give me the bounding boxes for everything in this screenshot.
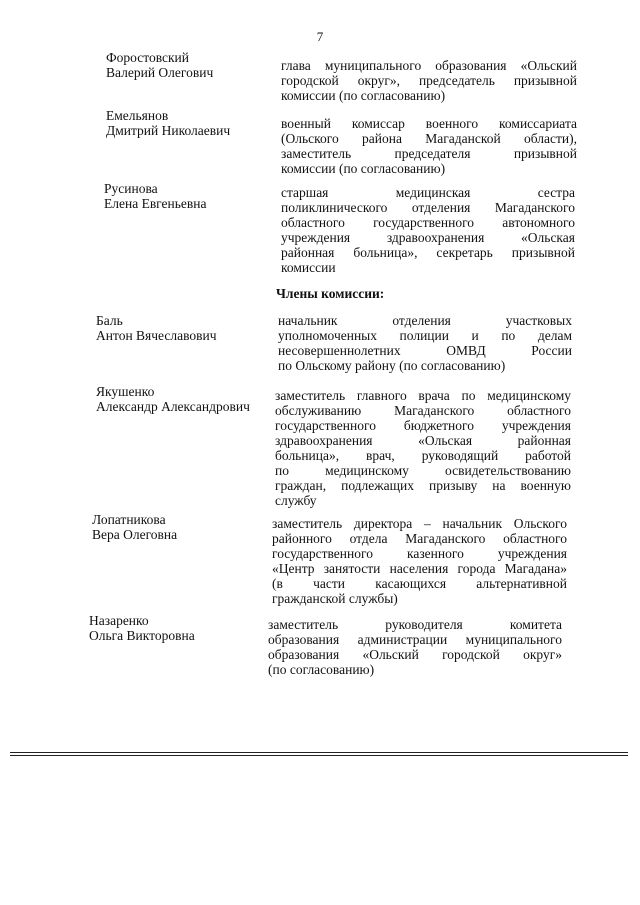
person-role: заместитель главного врача по медицинскому обслуживанию Магаданского областного государственного бюджетного учреждения здравоохранения «Ольская районная больница», врач, руководящий работой по медицинскому освидетельствованию граждан, подлежащих призыву на военную службу [275, 388, 571, 508]
person-role: заместитель директора – начальник Ольского районного отдела Магаданского областного государственного казенного учреждения «Центр занятости населения города Магадана» (в части касающихся альтернативной гражданской службы) [272, 516, 567, 606]
person-name: Назаренко Ольга Викторовна [89, 613, 195, 643]
person-name: Баль Антон Вячеславович [96, 313, 217, 343]
members-heading: Члены комиссии: [276, 286, 385, 301]
person-name: Форостовский Валерий Олегович [106, 50, 214, 80]
page-number: 7 [316, 29, 324, 44]
person-name: Лопатникова Вера Олеговна [92, 512, 178, 542]
person-role: глава муниципального образования «Ольский городской округ», председатель призывной комиссии (по согласованию) [281, 58, 577, 103]
person-role: начальник отделения участковых уполномоченных полиции и по делам несовершеннолетних ОМВД России по Ольскому району (по согласованию) [278, 313, 572, 373]
person-name: Емельянов Дмитрий Николаевич [106, 108, 231, 138]
person-role: старшая медицинская сестра поликлинического отделения Магаданского областного государственного автономного учреждения здравоохранения «Ольская районная больница», секретарь призывной комиссии [281, 185, 575, 275]
person-name: Русинова Елена Евгеньевна [104, 181, 207, 211]
person-role: заместитель руководителя комитета образования администрации муниципального образования «Ольский городской округ» (по согласованию) [268, 617, 562, 677]
person-role: военный комиссар военного комиссариата (Ольского района Магаданской области), заместитель председателя призывной комиссии (по согласованию) [281, 116, 577, 176]
divider-line [10, 752, 628, 753]
divider-line [10, 755, 628, 756]
person-name: Якушенко Александр Александрович [96, 384, 250, 414]
